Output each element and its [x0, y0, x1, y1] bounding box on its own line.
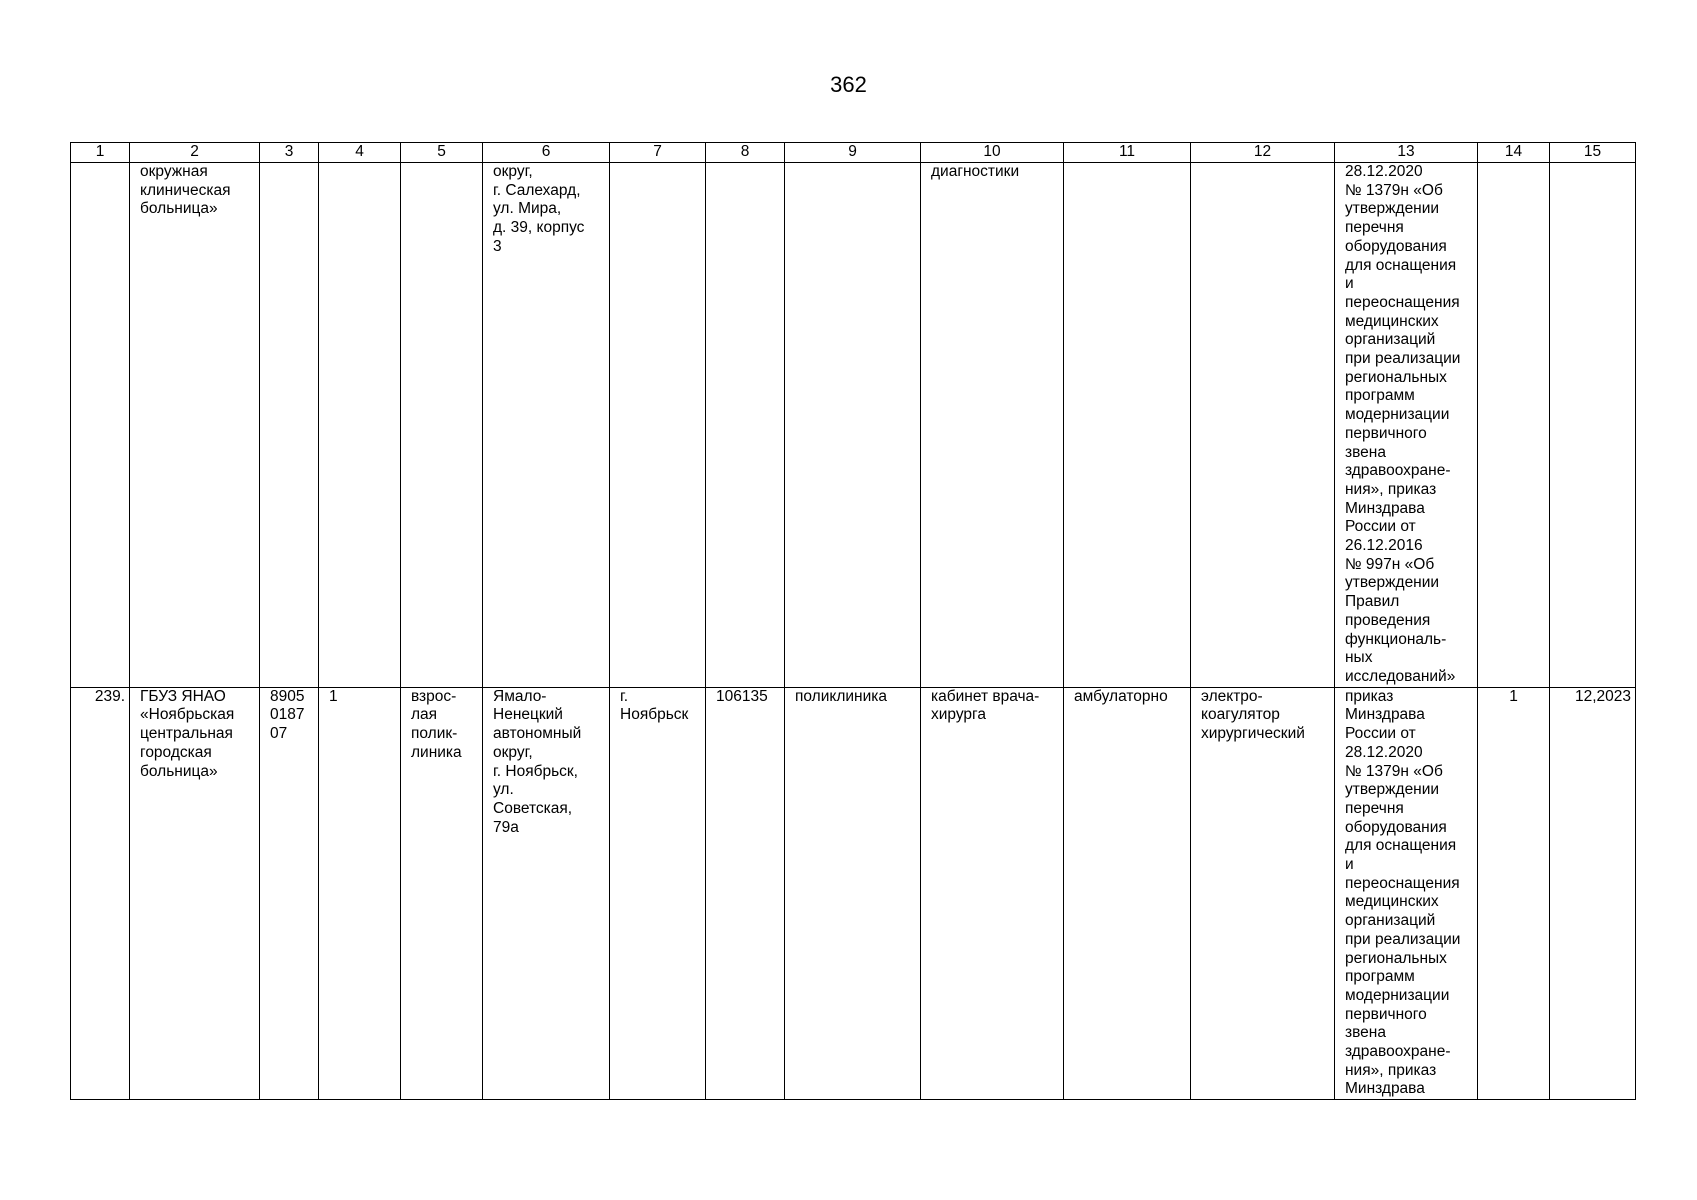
- table-cell: [706, 163, 785, 688]
- page-number: 362: [830, 72, 867, 97]
- table-cell: [1191, 163, 1335, 688]
- header-cell: 9: [785, 143, 921, 163]
- header-row: [71, 143, 1636, 163]
- table-cell: [71, 163, 130, 688]
- table-cell: 1: [1478, 687, 1550, 1099]
- table-cell: [1064, 163, 1191, 688]
- header-cell: 4: [319, 143, 401, 163]
- table-cell: окружная клиническая больница»: [130, 163, 260, 688]
- header-cell: 7: [610, 143, 706, 163]
- table-cell: [1550, 163, 1636, 688]
- table-cell: [785, 163, 921, 688]
- header-cell: 14: [1478, 143, 1550, 163]
- header-cell: 15: [1550, 143, 1636, 163]
- header-cell: 3: [260, 143, 319, 163]
- header-cell: 11: [1064, 143, 1191, 163]
- row-number-cell: 239.: [71, 687, 130, 1099]
- table-cell: [1478, 163, 1550, 688]
- header-cell: 5: [401, 143, 483, 163]
- table-row: [71, 163, 1636, 688]
- table-cell: [260, 163, 319, 688]
- table-cell: электро- коагулятор хирургический: [1191, 687, 1335, 1099]
- table-cell: [319, 163, 401, 688]
- table-cell: диагностики: [921, 163, 1064, 688]
- table-cell: Ямало- Ненецкий автономный округ, г. Ноябрьск, ул. Советская, 79а: [483, 687, 610, 1099]
- table-cell: округ, г. Салехард, ул. Мира, д. 39, корпус 3: [483, 163, 610, 688]
- table-cell: 1: [319, 687, 401, 1099]
- table-cell: [610, 163, 706, 688]
- table-cell: г. Ноябрьск: [610, 687, 706, 1099]
- table-cell: [401, 163, 483, 688]
- table-row: [71, 687, 1636, 1099]
- table-cell: приказ Минздрава России от 28.12.2020 № 1379н «Об утверждении перечня оборудования для оснащения и переоснащения медицинских организаций при реализации региональных программ модернизации первичного звена здравоохране- ния», приказ Минздрава: [1335, 687, 1478, 1099]
- table-cell: поликлиника: [785, 687, 921, 1099]
- table-cell: 28.12.2020 № 1379н «Об утверждении перечня оборудования для оснащения и переоснащения медицинских организаций при реализации региональных программ модернизации первичного звена здравоохране- ния», приказ Минздрава России от 26.12.2016 № 997н «Об утверждении Правил проведения функциональ- ных исследований»: [1335, 163, 1478, 688]
- header-cell: 6: [483, 143, 610, 163]
- table-cell: амбулаторно: [1064, 687, 1191, 1099]
- table-cell: 12,2023: [1550, 687, 1636, 1099]
- header-cell: 8: [706, 143, 785, 163]
- data-table: [70, 142, 1636, 1100]
- table-cell: кабинет врача- хирурга: [921, 687, 1064, 1099]
- table-cell: 8905 0187 07: [260, 687, 319, 1099]
- table-cell: взрос- лая полик- линика: [401, 687, 483, 1099]
- table-cell: 106135: [706, 687, 785, 1099]
- header-cell: 13: [1335, 143, 1478, 163]
- header-cell: 2: [130, 143, 260, 163]
- header-cell: 1: [71, 143, 130, 163]
- table-cell: ГБУЗ ЯНАО «Ноябрьская центральная городская больница»: [130, 687, 260, 1099]
- header-cell: 10: [921, 143, 1064, 163]
- header-cell: 12: [1191, 143, 1335, 163]
